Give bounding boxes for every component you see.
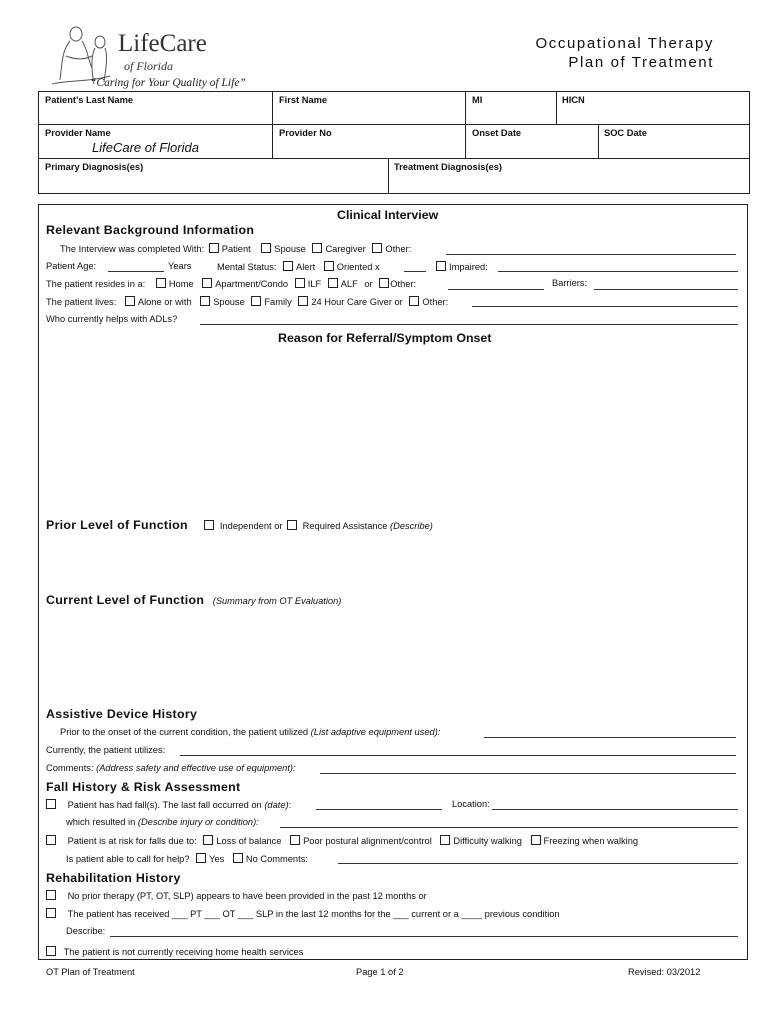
fall-risk-row xyxy=(44,835,638,846)
checkbox-call-no[interactable] xyxy=(233,853,243,863)
label-call-help: Is patient able to call for help? xyxy=(66,854,190,864)
last-name-field[interactable]: Patient’s Last Name xyxy=(45,95,134,105)
checkbox-impaired[interactable] xyxy=(436,261,446,271)
provider-name-value: LifeCare of Florida xyxy=(92,140,199,155)
label-lives-other: Other: xyxy=(422,297,449,307)
adls-input[interactable] xyxy=(200,324,738,325)
label-apartment: Apartment/Condo xyxy=(215,279,289,289)
patient-age-label: Patient Age: xyxy=(46,261,97,271)
label-fall-resulted: which resulted in xyxy=(66,817,136,827)
label-ilf: ILF xyxy=(307,279,322,289)
label-fall-date: (date) xyxy=(264,800,289,810)
checkbox-difficulty-walking[interactable] xyxy=(440,835,450,845)
fall-title: Fall History & Risk Assessment xyxy=(46,780,241,794)
prior-level-row xyxy=(46,516,433,534)
assistive-comments-input[interactable] xyxy=(320,773,736,774)
label-difficulty-walking: Difficulty walking xyxy=(453,836,522,846)
fall-had-row: Patient has had fall(s). The last fall occurred on (date): xyxy=(44,799,291,810)
footer-page: Page 1 of 2 xyxy=(356,967,404,977)
checkbox-required-assistance[interactable] xyxy=(287,520,297,530)
checkbox-received-therapy[interactable] xyxy=(46,908,56,918)
header-col-divider-4 xyxy=(598,124,599,158)
referral-title: Reason for Referral/Symptom Onset xyxy=(278,331,492,345)
years-label: Years xyxy=(168,261,192,271)
checkbox-no-prior-therapy[interactable] xyxy=(46,890,56,900)
resides-row xyxy=(46,278,416,289)
label-oriented: Oriented x xyxy=(336,262,380,272)
clinical-interview-title: Clinical Interview xyxy=(337,208,439,222)
label-loss-balance: Loss of balance xyxy=(216,836,282,846)
prior-level-title: Prior Level of Function xyxy=(46,518,188,532)
hicn-field[interactable]: HICN xyxy=(562,95,585,105)
background-title: Relevant Background Information xyxy=(46,223,255,237)
assistive-comments-row xyxy=(46,763,296,773)
fall-location-label: Location: xyxy=(452,799,490,809)
header-col-divider-1 xyxy=(272,91,273,158)
checkbox-apartment[interactable] xyxy=(202,278,212,288)
label-alert: Alert xyxy=(296,262,316,272)
fall-resulted-input[interactable] xyxy=(280,827,738,828)
header-col-divider-3 xyxy=(556,91,557,124)
rehab-no-prior-row xyxy=(44,890,427,901)
label-other: Other: xyxy=(385,244,412,254)
resides-other-input[interactable] xyxy=(448,289,544,290)
interview-other-input[interactable] xyxy=(446,254,736,255)
label-or: or xyxy=(364,279,373,289)
lives-row xyxy=(46,296,448,307)
assistive-comments-italic: (Address safety and effective use of equipment): xyxy=(96,763,296,773)
onset-date-field[interactable]: Onset Date xyxy=(472,128,522,138)
header-col-divider-5 xyxy=(388,158,389,193)
label-required-assistance: Required Assistance xyxy=(302,521,388,531)
checkbox-call-yes[interactable] xyxy=(196,853,206,863)
checkbox-fall-risk[interactable] xyxy=(46,835,56,845)
footer-revised: Revised: 03/2012 xyxy=(628,967,701,977)
assistive-currently-input[interactable] xyxy=(180,755,736,756)
label-home: Home xyxy=(168,279,194,289)
mental-status-row xyxy=(217,261,380,272)
label-had-falls: Patient has had fall(s). The last fall occurred on xyxy=(67,800,262,810)
mental-status-label: Mental Status: xyxy=(217,262,277,272)
label-spouse: Spouse xyxy=(274,244,306,254)
document-title-line1: Occupational Therapy xyxy=(535,35,714,52)
checkbox-independent[interactable] xyxy=(204,520,214,530)
label-lives-spouse: Spouse xyxy=(213,297,245,307)
assistive-currently-label: Currently, the patient utilizes: xyxy=(46,745,166,755)
rehab-describe-label: Describe: xyxy=(66,926,106,936)
first-name-field[interactable]: First Name xyxy=(279,95,328,105)
label-family: Family xyxy=(264,297,292,307)
current-level-area[interactable] xyxy=(44,608,738,700)
checkbox-lives-spouse[interactable] xyxy=(200,296,210,306)
adls-label: Who currently helps with ADLs? xyxy=(46,314,178,324)
rehab-describe-input[interactable] xyxy=(110,936,738,937)
label-alf: ALF xyxy=(340,279,358,289)
logo xyxy=(44,22,284,92)
label-received-therapy: The patient has received ___ PT ___ OT ___ SLP in the last 12 months for the ___ current or a ____ previous condition xyxy=(67,909,560,919)
label-resides-other: Other: xyxy=(390,279,417,289)
label-24hr: 24 Hour Care Giver or xyxy=(311,297,403,307)
label-postural: Poor postural alignment/control xyxy=(303,836,432,846)
checkbox-family[interactable] xyxy=(251,296,261,306)
checkbox-alone[interactable] xyxy=(125,296,135,306)
primary-diagnosis-field[interactable]: Primary Diagnosis(es) xyxy=(45,162,144,172)
current-level-row xyxy=(46,591,341,609)
assistive-prior-row xyxy=(60,727,440,737)
mi-field[interactable]: MI xyxy=(472,95,483,105)
assistive-prior-italic: (List adaptive equipment used): xyxy=(310,727,441,737)
label-caregiver: Caregiver xyxy=(325,244,366,254)
checkbox-oriented[interactable] xyxy=(324,261,334,271)
barriers-input[interactable] xyxy=(594,289,738,290)
current-level-summary: (Summary from OT Evaluation) xyxy=(212,596,342,606)
label-patient: Patient xyxy=(221,244,251,254)
current-level-title: Current Level of Function xyxy=(46,593,205,607)
logo-tagline: “Caring for Your Quality of Life” xyxy=(90,77,246,89)
label-impaired: Impaired: xyxy=(449,262,488,272)
footer-left: OT Plan of Treatment xyxy=(46,967,135,977)
provider-no-field[interactable]: Provider No xyxy=(279,128,332,138)
logo-sub: of Florida xyxy=(124,59,174,73)
label-fall-resulted-italic: (Describe injury or condition): xyxy=(137,817,259,827)
checkbox-freezing[interactable] xyxy=(531,835,541,845)
label-prior-describe: (Describe) xyxy=(390,521,433,531)
header-row-divider-1 xyxy=(38,124,750,125)
checkbox-postural[interactable] xyxy=(290,835,300,845)
checkbox-home[interactable] xyxy=(156,278,166,288)
label-call-no: No Comments: xyxy=(245,854,308,864)
impaired-input[interactable] xyxy=(498,271,738,272)
assistive-prior-label: Prior to the onset of the current condition, the patient utilized xyxy=(60,727,309,737)
interview-with-label: The Interview was completed With: xyxy=(60,244,205,254)
fall-location-input[interactable] xyxy=(492,809,738,810)
document-title-line2: Plan of Treatment xyxy=(568,54,714,71)
checkbox-lives-other[interactable] xyxy=(409,296,419,306)
lives-label: The patient lives: xyxy=(46,297,117,307)
label-fall-risk: Patient is at risk for falls due to: xyxy=(67,836,197,846)
header-col-divider-2 xyxy=(465,91,466,158)
checkbox-caregiver[interactable] xyxy=(312,243,322,253)
checkbox-other[interactable] xyxy=(372,243,382,253)
assistive-comments-label: Comments: xyxy=(46,763,94,773)
impaired-row xyxy=(434,261,488,272)
label-prior-or: or xyxy=(274,521,283,531)
prior-level-area[interactable] xyxy=(44,534,738,586)
logo-name: LifeCare xyxy=(118,30,207,57)
rehab-title: Rehabilitation History xyxy=(46,871,181,885)
label-call-yes: Yes xyxy=(209,854,225,864)
treatment-diagnosis-field[interactable]: Treatment Diagnosis(es) xyxy=(394,162,502,172)
patient-age-input[interactable] xyxy=(108,271,164,272)
checkbox-patient[interactable] xyxy=(209,243,219,253)
checkbox-ilf[interactable] xyxy=(295,278,305,288)
lives-other-input[interactable] xyxy=(472,306,738,307)
checkbox-loss-balance[interactable] xyxy=(203,835,213,845)
label-freezing: Freezing when walking xyxy=(543,836,639,846)
rehab-received-row xyxy=(44,908,560,919)
fall-resulted-row xyxy=(66,817,259,827)
referral-area[interactable] xyxy=(44,350,738,510)
label-not-receiving: The patient is not currently receiving home health services xyxy=(63,947,304,957)
checkbox-not-receiving[interactable] xyxy=(46,946,56,956)
checkbox-spouse[interactable] xyxy=(261,243,271,253)
label-alone: Alone or with xyxy=(137,297,192,307)
checkbox-alert[interactable] xyxy=(283,261,293,271)
checkbox-had-falls[interactable] xyxy=(46,799,56,809)
checkbox-alf[interactable] xyxy=(328,278,338,288)
oriented-input[interactable] xyxy=(404,271,426,272)
header-row-divider-2 xyxy=(38,158,750,159)
checkbox-resides-other[interactable] xyxy=(379,278,389,288)
checkbox-24hr[interactable] xyxy=(298,296,308,306)
resides-label: The patient resides in a: xyxy=(46,279,146,289)
fall-call-comments-input[interactable] xyxy=(338,863,738,864)
barriers-label: Barriers: xyxy=(552,278,588,288)
assistive-title: Assistive Device History xyxy=(46,707,198,721)
interview-row xyxy=(60,243,411,254)
provider-name-field[interactable]: Provider Name xyxy=(45,128,111,138)
label-no-prior-therapy: No prior therapy (PT, OT, SLP) appears to have been provided in the past 12 months or xyxy=(67,891,427,901)
assistive-prior-input[interactable] xyxy=(484,737,736,738)
rehab-not-receiving-row xyxy=(44,946,303,957)
fall-date-input[interactable] xyxy=(316,809,442,810)
label-independent: Independent xyxy=(219,521,272,531)
soc-date-field[interactable]: SOC Date xyxy=(604,128,647,138)
fall-call-row xyxy=(66,853,308,864)
